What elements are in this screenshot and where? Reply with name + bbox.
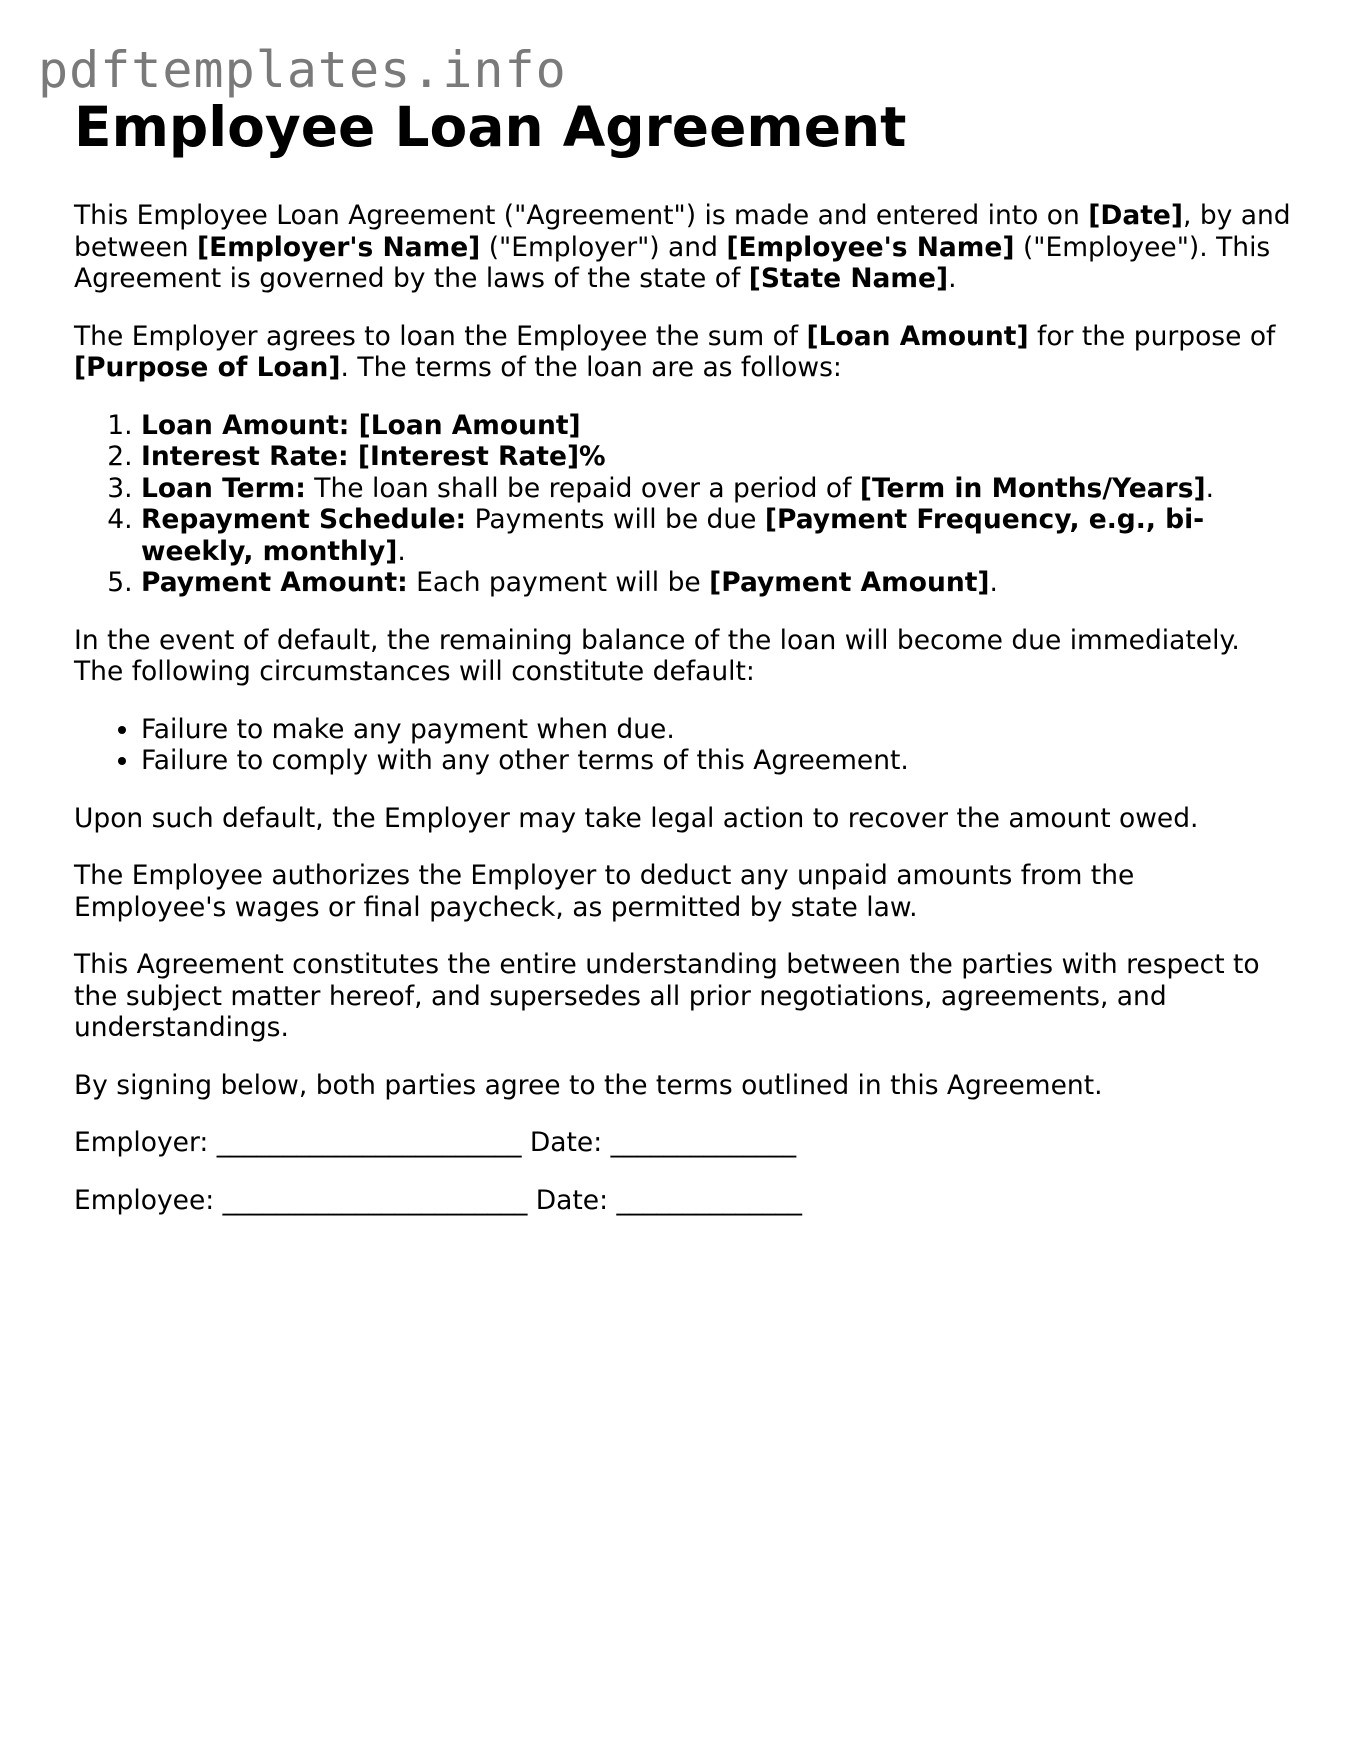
term-item: [141, 567, 1294, 599]
default-paragraph: In the event of default, the remaining balance of the loan will become due immediately. The following circumstances will constitute default:: [74, 624, 1240, 687]
signing-paragraph: By signing below, both parties agree to the terms outlined in this Agreement.: [74, 1069, 1103, 1101]
term-label: Repayment Schedule:: [141, 504, 467, 535]
intro-text-4: ("Employee"). This Agreement is governed by the laws of the state of: [74, 231, 1271, 294]
intro-text-3: ("Employer") and: [480, 231, 727, 263]
term-text: The loan shall be repaid over a period of: [305, 472, 860, 504]
intro-paragraph: [74, 200, 1294, 295]
employer-signature-line[interactable]: [74, 1127, 1294, 1159]
term-end: .: [1205, 472, 1215, 504]
employee-signature-text: Employee: _______________________ Date: ______________: [74, 1184, 802, 1216]
purpose-placeholder: [Purpose of Loan]: [74, 352, 341, 383]
term-label: Interest Rate: [Interest Rate]%: [141, 441, 606, 472]
loan-paragraph: [74, 321, 1294, 384]
legal-action-paragraph: Upon such default, the Employer may take legal action to recover the amount owed.: [74, 802, 1199, 834]
term-label: Loan Amount: [Loan Amount]: [141, 409, 581, 441]
term-value: [Term in Months/Years]: [859, 472, 1206, 504]
term-text: Payments will be due: [466, 504, 765, 535]
default-condition-item: • Failure to comply with any other terms of this Agreement.: [141, 745, 1294, 777]
employee-signature-line[interactable]: [74, 1185, 1294, 1217]
loan-amount-placeholder: [Loan Amount]: [806, 320, 1029, 352]
state-name-placeholder: [State Name]: [748, 263, 949, 294]
term-end: .: [397, 535, 406, 567]
employer-name-placeholder: [Employer's Name]: [197, 231, 481, 263]
entire-agreement-paragraph: This Agreement constitutes the entire understanding between the parties with respect to the subject matter hereof, and supersedes all prior negotiations, agreements, and understandings.: [74, 949, 1260, 1043]
loan-text-1: The Employer agrees to loan the Employee the sum of: [74, 320, 807, 352]
default-conditions-list: [74, 714, 1294, 777]
intro-text-5: .: [948, 263, 957, 294]
employer-signature-text: Employer: _______________________ Date: ______________: [74, 1127, 797, 1158]
document-title: Employee Loan Agreement: [74, 95, 907, 159]
employee-name-placeholder: [Employee's Name]: [726, 231, 1015, 263]
term-item: [141, 473, 1294, 505]
term-item: [141, 410, 1294, 442]
intro-text-1: This Employee Loan Agreement ("Agreement") is made and entered into on: [74, 200, 1089, 231]
term-text: Each payment will be: [407, 567, 710, 598]
date-placeholder: [Date]: [1088, 200, 1183, 231]
default-condition-item: • Failure to make any payment when due.: [141, 714, 1294, 746]
term-label: Payment Amount:: [141, 567, 408, 598]
term-value: [Payment Amount]: [709, 567, 990, 598]
document: [74, 92, 1294, 1216]
deduction-paragraph: The Employee authorizes the Employer to deduct any unpaid amounts from the Employee's wages or final paycheck, as permitted by state law.: [74, 860, 1135, 923]
loan-text-3: . The terms of the loan are as follows:: [340, 352, 842, 383]
intro-text-2: , by and between: [74, 200, 1291, 263]
loan-text-2: for the purpose of: [1028, 320, 1276, 352]
loan-terms-list: [74, 410, 1294, 599]
term-value: [Payment Frequency, e.g., bi-weekly, monthly]: [141, 504, 1205, 567]
term-label: Loan Term:: [141, 472, 306, 504]
term-item: [141, 441, 1294, 473]
term-end: .: [989, 567, 998, 598]
watermark: pdftemplates.info: [38, 41, 567, 99]
term-item: [141, 504, 1294, 567]
